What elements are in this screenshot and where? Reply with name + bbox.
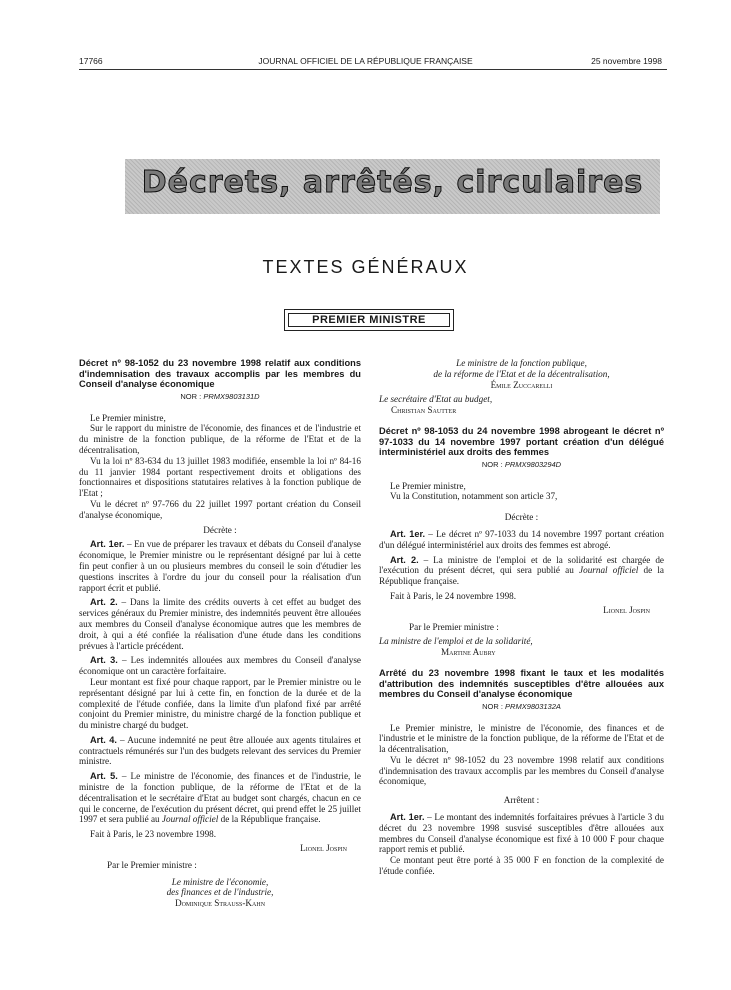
article xyxy=(79,539,361,593)
decree-title: Décret nº 98-1053 du 24 novembre 1998 abrogeant le décret nº 97-1033 du 14 novembre 1997 portant création d'un délégué interministériel aux droits des femmes xyxy=(379,425,664,458)
journal-title: JOURNAL OFFICIEL DE LA RÉPUBLIQUE FRANÇAISE xyxy=(258,56,473,66)
arrete-title: Arrêté du 23 novembre 1998 fixant le taux et les modalités d'attribution des indemnités susceptibles d'être allouées aux membres du Conseil d'analyse économique xyxy=(379,667,664,700)
article xyxy=(379,529,664,551)
done-at: Fait à Paris, le 23 novembre 1998. xyxy=(90,829,217,840)
article-label: Art. 4. xyxy=(90,734,117,745)
ministry-label: PREMIER MINISTRE xyxy=(288,313,450,327)
section-title: TEXTES GÉNÉRAUX xyxy=(262,257,469,277)
journal-reference: Journal officiel xyxy=(161,814,219,825)
minister-title: de la réforme de l'Etat et de la décentralisation, xyxy=(433,368,610,379)
by-prime-minister: Par le Premier ministre : xyxy=(409,621,499,632)
article xyxy=(379,555,664,587)
minister-title: Le ministre de l'économie, xyxy=(171,876,269,887)
decree-intro: Le Premier ministre, xyxy=(390,480,466,491)
minister-title: des finances et de l'industrie, xyxy=(166,887,274,898)
article-text: – Le décret nº 97-1033 du 14 novembre 1997 portant création d'un délégué interministériel aux droits des femmes est abrogé. xyxy=(379,528,664,550)
nor-code: PRMX9803132A xyxy=(505,701,561,711)
signatory-name: Lionel Jospin xyxy=(300,843,347,854)
article xyxy=(379,812,664,855)
arrete-intro: Le Premier ministre, le ministre de l'économie, des finances et de l'industrie et le ministre de la fonction publique, de la réforme de l'Etat et de la décentralisation, xyxy=(379,722,664,755)
article-label: Art. 2. xyxy=(390,554,419,565)
banner-title: Décrets, arrêtés, circulaires xyxy=(141,165,644,200)
visa-paragraph: Sur le rapport du ministre de l'économie, des finances et de l'industrie et du ministre de la fonction publique, de la réforme de l'Etat et de la décentralisation, xyxy=(79,423,361,455)
minister-name: Émile Zuccarelli xyxy=(490,379,553,390)
article-text: – Aucune indemnité ne peut être allouée aux agents titulaires et contractuels rémunérés sur l'un des budgets relevant des services du Premier ministre. xyxy=(79,734,361,767)
minister-name: Dominique Strauss-Kahn xyxy=(174,898,266,909)
nor-reference xyxy=(79,392,361,403)
article-text: – Le montant des indemnités forfaitaires prévues à l'article 3 du décret du 23 novembre 1998 susvisé susceptibles d'être allouées aux membres du Conseil d'analyse économique est fixé à 10 000 F pour chaque rapport remis et publié. xyxy=(379,812,664,855)
article-text: – Le ministre de l'économie, des finances et de l'industrie, le ministre de la fonction publique, de la réforme de l'Etat et de la décentralisation et le secrétaire d'Etat au budget sont chargés, chacun en ce qui le concerne, de l'exécution du présent décret, qui prend effet le 25 juillet 1997 et sera publié au xyxy=(79,771,361,825)
minister-title: Le ministre de la fonction publique, xyxy=(456,358,587,368)
article xyxy=(79,597,361,651)
visa-paragraph: Vu le décret nº 98-1052 du 23 novembre 1998 relatif aux conditions d'indemnisation des travaux accomplis par les membres du Conseil d'analyse économique, xyxy=(379,754,664,787)
by-prime-minister: Par le Premier ministre : xyxy=(107,859,197,870)
article-text: – Dans la limite des crédits ouverts à cet effet au budget des services généraux du Premier ministre, des indemnités peuvent être allouées aux membres du Conseil d'analyse économique autres que les membres de droit, à qui a été confiée la réalisation d'une étude dans les conditions prévues à l'article précédent. xyxy=(79,597,361,651)
article-text: – Les indemnités allouées aux membres du Conseil d'analyse économique ont un caractère forfaitaire. xyxy=(79,655,361,677)
issue-date: 25 novembre 1998 xyxy=(591,56,662,66)
ministry-box xyxy=(284,309,454,331)
decrete-heading: Décrète : xyxy=(203,524,237,535)
arretent-heading: Arrêtent : xyxy=(503,795,540,806)
article-label: Art. 1er. xyxy=(390,528,426,539)
nor-code: PRMX9803131D xyxy=(203,391,260,401)
nor-label: NOR : xyxy=(481,459,503,469)
article xyxy=(79,655,361,677)
article-label: Art. 2. xyxy=(90,597,118,608)
secretary-name: Christian Sautter xyxy=(391,405,457,416)
visa-paragraph: Vu le décret nº 97-766 du 22 juillet 1997 portant création du Conseil d'analyse économique, xyxy=(79,498,361,520)
minister-name: Martine Aubry xyxy=(441,647,496,658)
done-at: Fait à Paris, le 24 novembre 1998. xyxy=(390,590,517,601)
page-number: 17766 xyxy=(79,56,103,66)
minister-title: La ministre de l'emploi et de la solidarité, xyxy=(379,636,533,647)
article-text: de la République française. xyxy=(218,814,321,825)
visa-paragraph: Vu la Constitution, notamment son article 37, xyxy=(390,491,558,502)
signatory-name: Lionel Jospin xyxy=(603,604,650,615)
nor-label: NOR : xyxy=(180,391,202,401)
article-label: Art. 1er. xyxy=(90,539,125,550)
article-label: Art. 5. xyxy=(90,771,118,782)
secretary-title: Le secrétaire d'Etat au budget, xyxy=(379,394,493,405)
article xyxy=(79,771,361,825)
article-text: – La ministre de l'emploi et de la solidarité est chargée de l'exécution du présent décret, qui sera publié au xyxy=(379,554,664,576)
left-column xyxy=(79,358,361,909)
nor-code: PRMX9803294D xyxy=(504,459,562,469)
article-label: Art. 1er. xyxy=(390,812,425,823)
decree-intro: Le Premier ministre, xyxy=(90,412,166,423)
article-label: Art. 3. xyxy=(90,655,118,666)
article-text: de la République française. xyxy=(379,565,664,587)
nor-reference xyxy=(379,460,664,471)
article-text: Ce montant peut être porté à 35 000 F en fonction de la complexité de l'étude confiée. xyxy=(379,855,664,877)
decrete-heading: Décrète : xyxy=(504,512,539,523)
journal-reference: Journal officiel xyxy=(579,565,639,576)
visa-paragraph: Vu la loi nº 83-634 du 13 juillet 1983 modifiée, ensemble la loi nº 84-16 du 11 janvier 1984 portant respectivement droits et obligations des fonctionnaires et dispositions statutaires relatives à la fonction publique de l'Etat ; xyxy=(79,455,361,499)
section-banner xyxy=(125,159,660,214)
decree-title: Décret nº 98-1052 du 23 novembre 1998 relatif aux conditions d'indemnisation des travaux accomplis par les membres du Conseil d'analyse économique xyxy=(79,358,361,390)
nor-label: NOR : xyxy=(482,701,503,711)
nor-reference xyxy=(379,702,664,713)
article-text: – En vue de préparer les travaux et débats du Conseil d'analyse économique, le Premier ministre ou le représentant désigné par lui à cette fin peut confier à un ou plusieurs membres du conseil le soin d'étudier les questions inscrites à l'ordre du jour du conseil pour la réalisation d'un rapport écrit et publié. xyxy=(79,539,361,593)
article xyxy=(79,735,361,767)
header-rule xyxy=(79,69,667,70)
right-column xyxy=(379,358,664,877)
article-text: Leur montant est fixé pour chaque rapport, par le Premier ministre ou le représentant désigné par lui à cette fin, en fonction de la durée et de la complexité de l'étude confiée, dans la limite d'un plafond fixé par arrêté conjoint du Premier ministre, du ministre chargé de la fonction publique et du ministre chargé du budget. xyxy=(79,676,361,731)
